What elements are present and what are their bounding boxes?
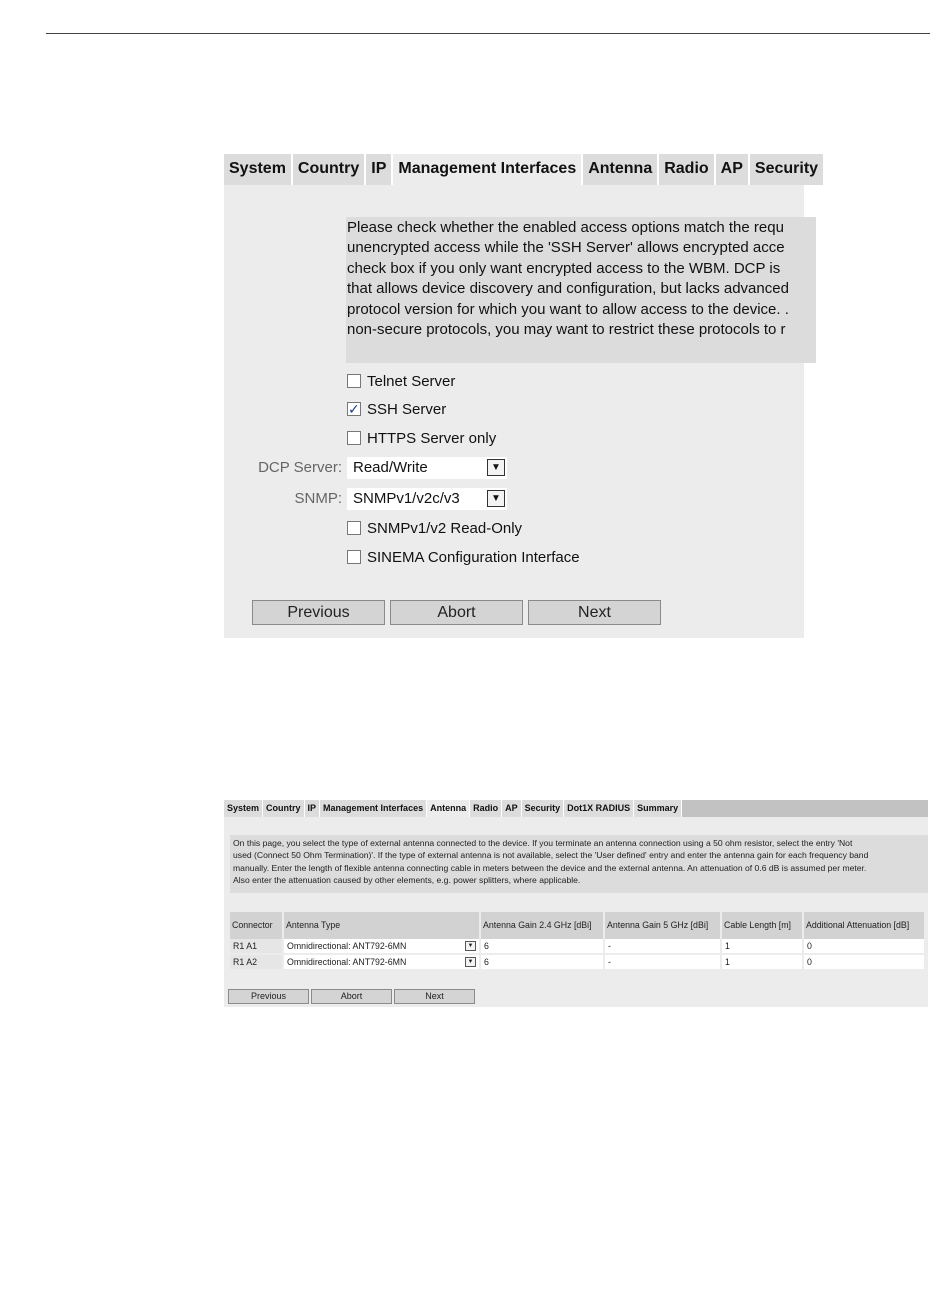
tab-security[interactable]: Security [522,800,565,817]
https-server-row [347,429,496,449]
info-text-box [346,217,816,363]
tab-system[interactable]: System [224,800,263,817]
tab-bar [224,154,819,185]
tab-antenna[interactable]: Antenna [427,800,470,817]
info-line: used (Connect 50 Ohm Termination)'. If the type of external antenna is not available, select the 'User defined' entry and enter the antenna gain for each frequency band [233,850,869,861]
telnet-server-label: Telnet Server [367,373,456,390]
column-header: Additional Attenuation [dB] [803,912,925,939]
tab-summary[interactable]: Summary [634,800,682,817]
tab-radio[interactable]: Radio [659,154,715,185]
abort-button[interactable]: Abort [390,600,523,625]
column-header: Cable Length [m] [721,912,803,939]
tab-management-interfaces[interactable]: Management Interfaces [393,154,583,185]
snmp-label: SNMP: [294,490,342,507]
cable-length-input[interactable]: 1 [721,939,803,954]
info-line: non-secure protocols, you may want to restrict these protocols to r [347,321,786,339]
info-line: check box if you only want encrypted access to the WBM. DCP is [347,259,781,277]
cable-length-input[interactable]: 1 [721,954,803,970]
previous-button[interactable]: Previous [252,600,385,625]
ssh-server-checkbox[interactable] [347,402,361,416]
tab-ap[interactable]: AP [716,154,750,185]
info-line: manually. Enter the length of flexible antenna connecting cable in meters between the device and the external antenna. An attenuation of 0.6 dB is assumed per meter. [233,862,867,873]
next-button[interactable]: Next [394,989,475,1004]
tab-ip[interactable]: IP [366,154,393,185]
tab-ip[interactable]: IP [305,800,321,817]
tab-country[interactable]: Country [263,800,305,817]
column-header: Connector [230,912,283,939]
column-header: Antenna Gain 5 GHz [dBi] [604,912,721,939]
https-server-only-label: HTTPS Server only [367,430,497,447]
chevron-down-icon[interactable]: ▼ [487,459,505,476]
table-row [230,939,925,954]
chevron-down-icon[interactable]: ▼ [487,490,505,507]
gain-24ghz-input[interactable]: 6 [480,954,604,970]
https-server-only-checkbox[interactable] [347,431,361,445]
tab-system[interactable]: System [224,154,293,185]
info-line: that allows device discovery and configuration, but lacks advanced [347,280,789,298]
ssh-server-label: SSH Server [367,401,447,418]
gain-24ghz-input[interactable]: 6 [480,939,604,954]
info-line: Also enter the attenuation caused by other elements, e.g. power splitters, where applicable. [233,875,581,886]
management-interfaces-screenshot [224,154,819,638]
snmp-read-only-label: SNMPv1/v2 Read-Only [367,520,523,537]
column-header: Antenna Type [283,912,480,939]
connector-cell: R1 A1 [230,939,283,954]
snmp-select[interactable] [347,488,507,510]
abort-button[interactable]: Abort [311,989,392,1004]
telnet-server-checkbox[interactable] [347,374,361,388]
tab-ap[interactable]: AP [502,800,522,817]
table-row [230,954,925,970]
antenna-screenshot [224,800,928,1007]
sinema-config-label: SINEMA Configuration Interface [367,549,580,566]
tab-radio[interactable]: Radio [470,800,502,817]
info-line: unencrypted access while the 'SSH Server' allows encrypted acce [347,239,785,257]
antenna-type-value: Omnidirectional: ANT792-6MN [287,941,407,951]
tab-antenna[interactable]: Antenna [583,154,659,185]
chevron-down-icon[interactable]: ▼ [465,957,476,967]
antenna-type-select[interactable] [283,954,480,970]
chevron-down-icon[interactable]: ▼ [465,941,476,951]
column-header: Antenna Gain 2.4 GHz [dBi] [480,912,604,939]
antenna-type-value: Omnidirectional: ANT792-6MN [287,957,407,967]
snmp-read-only-checkbox[interactable] [347,521,361,535]
tab-bar [224,800,928,817]
antenna-table [230,912,926,971]
additional-attenuation-input[interactable]: 0 [803,939,925,954]
info-text-box [230,835,928,893]
next-button[interactable]: Next [528,600,661,625]
tab-dot1x-radius[interactable]: Dot1X RADIUS [564,800,634,817]
table-header-row [230,912,925,939]
sinema-config-checkbox[interactable] [347,550,361,564]
antenna-type-select[interactable] [283,939,480,954]
tab-management-interfaces[interactable]: Management Interfaces [320,800,427,817]
info-line: On this page, you select the type of external antenna connected to the device. If you terminate an antenna connection using a 50 ohm resistor, select the entry 'Not [233,838,853,848]
connector-cell: R1 A2 [230,954,283,970]
snmp-read-only-row [347,519,522,539]
sinema-config-row [347,548,580,568]
info-line: Please check whether the enabled access options match the requ [347,219,784,236]
info-line: protocol version for which you want to allow access to the device. . [347,300,789,318]
additional-attenuation-input[interactable]: 0 [803,954,925,970]
dcp-server-select[interactable] [347,457,507,479]
tab-security[interactable]: Security [750,154,825,185]
telnet-server-row [347,372,455,392]
gain-5ghz-cell: - [604,939,721,954]
snmp-value: SNMPv1/v2c/v3 [353,490,460,507]
tab-country[interactable]: Country [293,154,366,185]
ssh-server-row [347,400,446,420]
gain-5ghz-cell: - [604,954,721,970]
previous-button[interactable]: Previous [228,989,309,1004]
dcp-server-value: Read/Write [353,459,428,476]
dcp-server-label: DCP Server: [258,459,342,476]
top-rule [46,33,930,34]
